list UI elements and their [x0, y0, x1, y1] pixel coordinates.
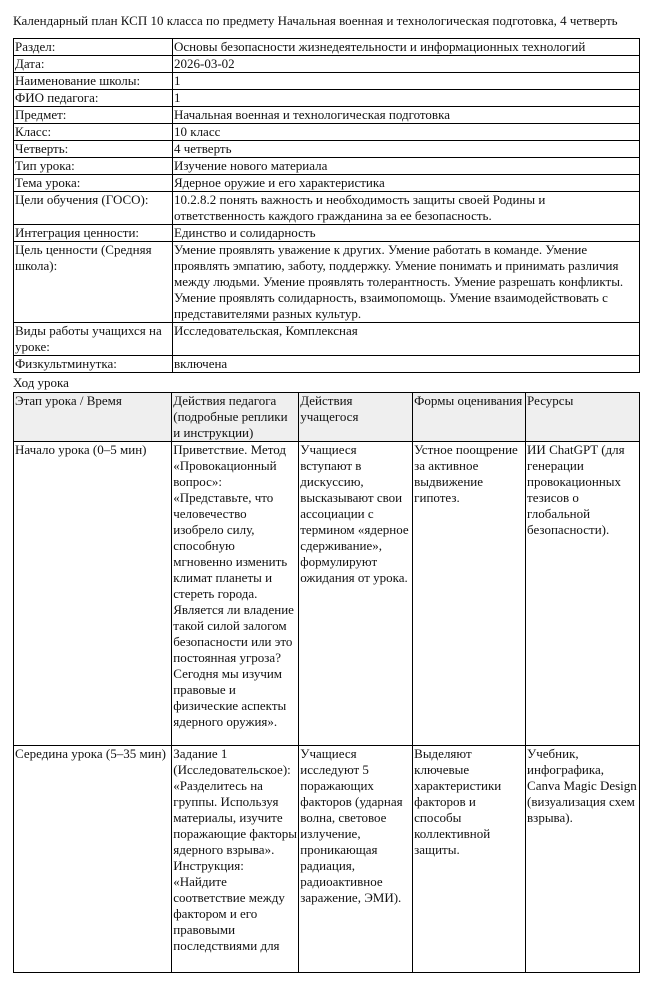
- info-value: Основы безопасности жизнедеятельности и информационных технологий: [173, 39, 640, 56]
- resources-cell: Учебник, инфографика, Canva Magic Design (визуализация схем взрыва).: [526, 746, 640, 973]
- header-teacher-actions: Действия педагога (подробные реплики и инструкции): [172, 393, 299, 442]
- info-key: Интеграция ценности:: [14, 225, 173, 242]
- assessment-cell: Выделяют ключевые характеристики факторов и способы коллективной защиты.: [413, 746, 526, 973]
- info-key: Цели обучения (ГОСО):: [14, 192, 173, 225]
- info-row: [14, 242, 640, 323]
- lesson-info-table: [13, 38, 640, 373]
- stage-cell: Начало урока (0–5 мин): [14, 442, 172, 746]
- info-value: 2026-03-02: [173, 56, 640, 73]
- info-key: ФИО педагога:: [14, 90, 173, 107]
- header-resources: Ресурсы: [526, 393, 640, 442]
- info-value: 4 четверть: [173, 141, 640, 158]
- info-row: [14, 175, 640, 192]
- info-value: 10.2.8.2 понять важность и необходимость защиты своей Родины и ответственность каждого гражданина за ее безопасность.: [173, 192, 640, 225]
- teacher-actions-cell: Задание 1 (Исследовательское): «Разделитесь на группы. Используя материалы, изучите поражающие факторы ядерного взрыва». Инструкция: «Найдите соответствие между фактором и его правовыми последствиями для: [172, 746, 299, 973]
- assessment-cell: Устное поощрение за активное выдвижение гипотез.: [413, 442, 526, 746]
- info-row: [14, 90, 640, 107]
- info-key: Дата:: [14, 56, 173, 73]
- info-row: [14, 56, 640, 73]
- lesson-plan-header-row: [14, 393, 640, 442]
- teacher-actions-cell: Приветствие. Метод «Провокационный вопрос»: «Представьте, что человечество изобрело силу, способную мгновенно изменить климат планеты и стереть города. Является ли владение такой силой залогом безопасности или это постоянная угроза? Сегодня мы изучим правовые и физические аспекты ядерного оружия».: [172, 442, 299, 746]
- header-stage: Этап урока / Время: [14, 393, 172, 442]
- info-value: Исследовательская, Комплексная: [173, 323, 640, 356]
- info-value: 1: [173, 73, 640, 90]
- info-row: [14, 356, 640, 373]
- info-row: [14, 192, 640, 225]
- stage-cell: Середина урока (5–35 мин): [14, 746, 172, 973]
- info-row: [14, 141, 640, 158]
- info-row: [14, 124, 640, 141]
- resources-cell: ИИ ChatGPT (для генерации провокационных тезисов о глобальной безопасности).: [526, 442, 640, 746]
- lesson-plan-table: [13, 392, 640, 973]
- info-key: Физкультминутка:: [14, 356, 173, 373]
- info-row: [14, 39, 640, 56]
- info-value: Умение проявлять уважение к других. Умение работать в команде. Умение проявлять эмпатию, заботу, поддержку. Умение понимать и принимать различия между людьми. Умение проявлять толерантность. Умение разрешать конфликты. Умение проявлять солидарность, взаимопомощь. Умение взаимодействовать с представителями разных культур.: [173, 242, 640, 323]
- info-row: [14, 323, 640, 356]
- student-actions-cell: Учащиеся исследуют 5 поражающих факторов (ударная волна, световое излучение, проникающая радиация, радиоактивное заражение, ЭМИ).: [299, 746, 413, 973]
- header-assessment: Формы оценивания: [413, 393, 526, 442]
- info-row: [14, 225, 640, 242]
- header-student-actions: Действия учащегося: [299, 393, 413, 442]
- document-title: Календарный план КСП 10 класса по предмету Начальная военная и технологическая подготовка, 4 четверть: [13, 13, 618, 28]
- info-key: Цель ценности (Средняя школа):: [14, 242, 173, 323]
- info-value: Изучение нового материала: [173, 158, 640, 175]
- info-key: Тип урока:: [14, 158, 173, 175]
- info-row: [14, 73, 640, 90]
- lesson-stage-row: [14, 442, 640, 746]
- document-page: [13, 13, 640, 973]
- info-value: 1: [173, 90, 640, 107]
- info-value: Ядерное оружие и его характеристика: [173, 175, 640, 192]
- lesson-progress-label: Ход урока: [13, 375, 69, 390]
- info-key: Виды работы учащихся на уроке:: [14, 323, 173, 356]
- info-value: 10 класс: [173, 124, 640, 141]
- info-key: Раздел:: [14, 39, 173, 56]
- info-row: [14, 158, 640, 175]
- info-value: Начальная военная и технологическая подготовка: [173, 107, 640, 124]
- info-key: Тема урока:: [14, 175, 173, 192]
- info-row: [14, 107, 640, 124]
- info-key: Четверть:: [14, 141, 173, 158]
- info-key: Предмет:: [14, 107, 173, 124]
- info-key: Наименование школы:: [14, 73, 173, 90]
- info-value: включена: [173, 356, 640, 373]
- info-value: Единство и солидарность: [173, 225, 640, 242]
- lesson-info-body: [14, 39, 640, 373]
- student-actions-cell: Учащиеся вступают в дискуссию, высказывают свои ассоциации с термином «ядерное сдерживание», формулируют ожидания от урока.: [299, 442, 413, 746]
- info-key: Класс:: [14, 124, 173, 141]
- lesson-stage-row: [14, 746, 640, 973]
